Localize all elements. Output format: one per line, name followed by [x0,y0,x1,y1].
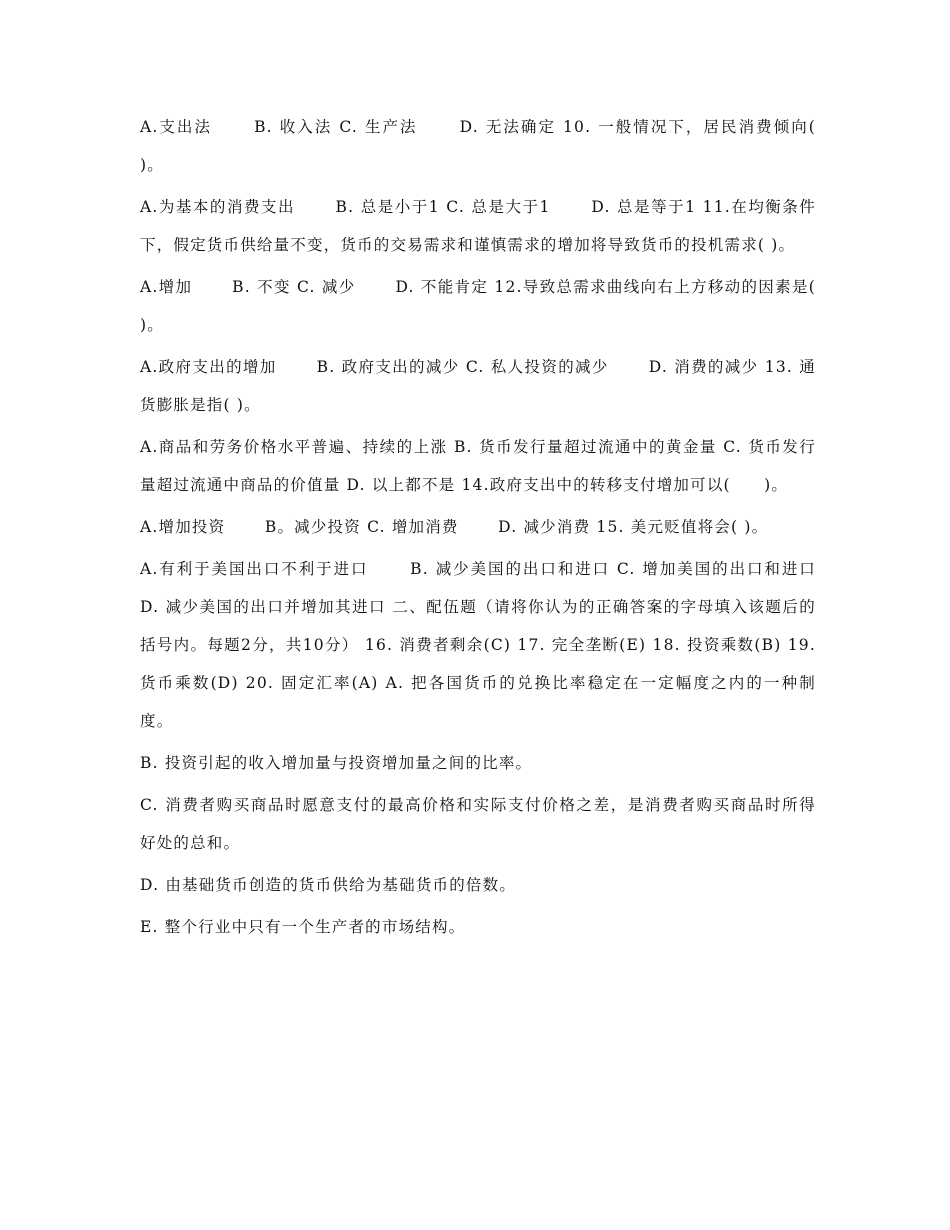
paragraph-matching-e: E. 整个行业中只有一个生产者的市场结构。 [140,918,466,936]
paragraph-matching-c: C. 消费者购买商品时愿意支付的最高价格和实际支付价格之差，是消费者购买商品时所得好处的总和。 [140,796,816,852]
paragraph-q15-options-matching: A.有利于美国出口不利于进口 B. 减少美国的出口和进口 C. 增加美国的出口和进口 D. 减少美国的出口并增加其进口 二、配伍题（请将你认为的正确答案的字母填入该题后的括号内。每题2分，共10分） 16. 消费者剩余(C) 17. 完全垄断(E) 18. 投资乘数(B) 19. 货币乘数(D) 20. 固定汇率(A) A. 把各国货币的兑换比率稳定在一定幅度之内的一种制度。 [140,560,856,730]
paragraph-q9-options-q10: A.支出法 B. 收入法 C. 生产法 D. 无法确定 10. 一般情况下，居民消费倾向( )。 [140,118,850,174]
paragraph-q13-options-q14: A.商品和劳务价格水平普遍、持续的上涨 B. 货币发行量超过流通中的黄金量 C. 货币发行量超过流通中商品的价值量 D. 以上都不是 14.政府支出中的转移支付增加可以( )。 [140,438,816,494]
paragraph-matching-b: B. 投资引起的收入增加量与投资增加量之间的比率。 [140,754,533,772]
paragraph-q14-options-q15: A.增加投资 B。减少投资 C. 增加消费 D. 减少消费 15. 美元贬值将会( )。 [140,518,769,536]
paragraph-q11-options-q12: A.增加 B. 不变 C. 减少 D. 不能肯定 12.导致总需求曲线向右上方移动的因素是( )。 [140,278,850,334]
paragraph-q12-options-q13: A.政府支出的增加 B. 政府支出的减少 C. 私人投资的减少 D. 消费的减少 13. 通货膨胀是指( )。 [140,358,816,414]
document-body [140,108,856,950]
paragraph-matching-d: D. 由基础货币创造的货币供给为基础货币的倍数。 [140,876,517,894]
paragraph-q10-options-q11: A.为基本的消费支出 B. 总是小于1 C. 总是大于1 D. 总是等于1 11.在均衡条件下，假定货币供给量不变，货币的交易需求和谨慎需求的增加将导致货币的投机需求( )。 [140,198,816,254]
